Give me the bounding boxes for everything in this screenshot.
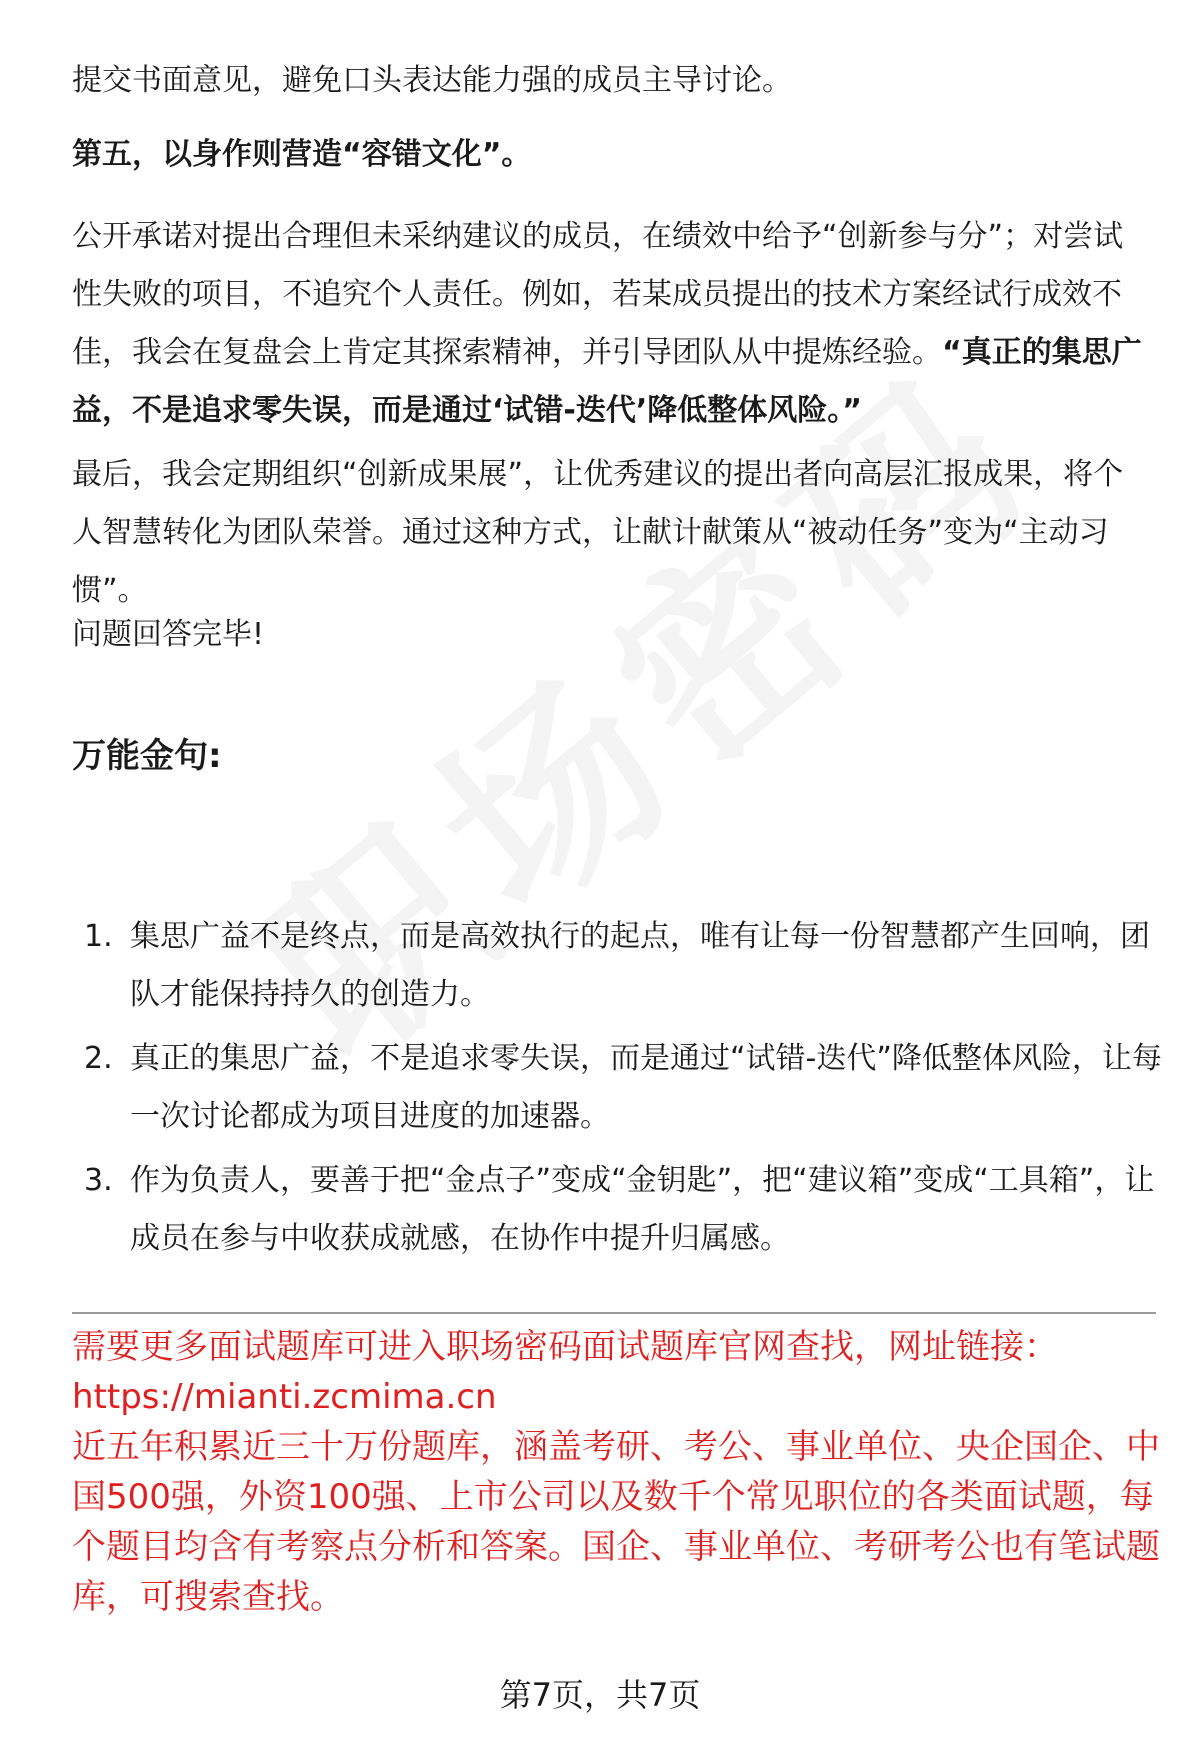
list-text: 真正的集思广益，不是追求零失误，而是通过“试错-迭代”降低整体风险，让每一次讨论都成为项目进度的加速器。 <box>130 1041 1162 1134</box>
list-item <box>72 908 1162 1024</box>
list-item <box>72 1030 1162 1146</box>
paragraph-written-opinions: 提交书面意见，避免口头表达能力强的成员主导讨论。 <box>72 63 792 98</box>
promo-description: 近五年积累近三十万份题库，涵盖考研、考公、事业单位、央企国企、中国500强，外资100强、上市公司以及数千个常见职位的各类面试题，每个题目均含有考察点分析和答案。国企、事业单位、考研考公也有笔试题库，可搜索查找。 <box>72 1427 1160 1617</box>
list-text: 集思广益不是终点，而是高效执行的起点，唯有让每一份智慧都产生回响，团队才能保持持久的创造力。 <box>130 919 1150 1012</box>
paragraph-innovation-showcase: 最后，我会定期组织“创新成果展”，让优秀建议的提出者向高层汇报成果，将个人智慧转化为团队荣誉。通过这种方式，让献计献策从“被动任务”变为“主动习惯”。 <box>72 457 1124 608</box>
promo-block <box>72 1322 1162 1622</box>
bold-quote: “真正的集思广益，不是追求零失误，而是通过‘试错-迭代’降低整体风险。” <box>72 335 1142 428</box>
page-number: 第7页，共7页 <box>499 1676 701 1714</box>
list-text: 作为负责人，要善于把“金点子”变成“金钥匙”，把“建议箱”变成“工具箱”，让成员在参与中收获成就感，在协作中提升归属感。 <box>130 1163 1155 1256</box>
paragraph-answer-complete: 问题回答完毕! <box>72 617 265 652</box>
golden-sentences-title: 万能金句: <box>72 736 222 776</box>
promo-url-link[interactable]: https://mianti.zcmima.cn <box>72 1377 497 1417</box>
golden-sentences-list <box>72 908 1162 1274</box>
list-number: 1. <box>84 919 113 954</box>
paragraph-text: 公开承诺对提出合理但未采纳建议的成员，在绩效中给予“创新参与分”；对尝试性失败的项目，不追究个人责任。例如，若某成员提出的技术方案经试行成效不佳，我会在复盘会上肯定其探索精神，并引导团队从中提炼经验。 <box>72 219 1124 370</box>
paragraph-tolerance-culture <box>72 208 1152 440</box>
section-heading-fifth: 第五，以身作则营造“容错文化”。 <box>72 137 532 172</box>
promo-intro: 需要更多面试题库可进入职场密码面试题库官网查找，网址链接： <box>72 1327 1058 1367</box>
list-item <box>72 1152 1162 1268</box>
list-number: 3. <box>84 1163 113 1198</box>
divider <box>72 1312 1156 1314</box>
list-number: 2. <box>84 1041 113 1076</box>
